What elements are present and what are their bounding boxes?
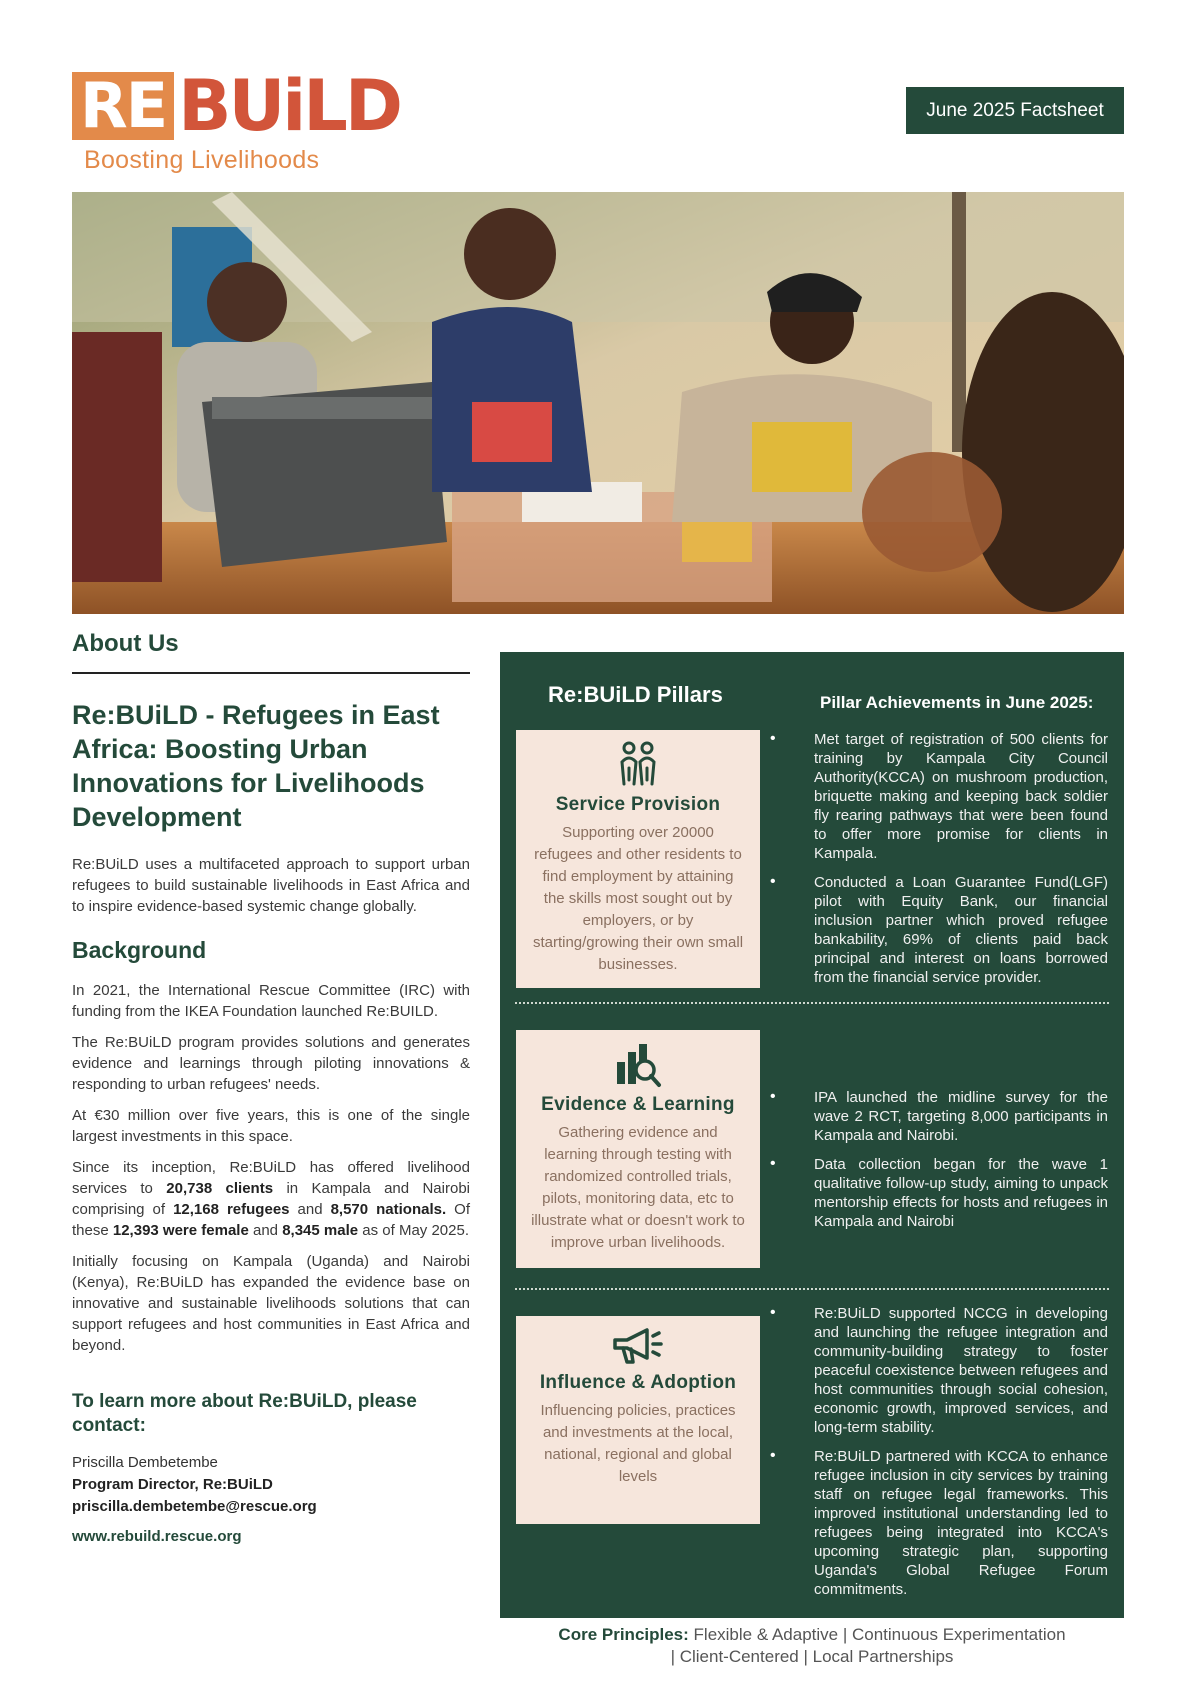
service-provision-title: Service Provision	[555, 794, 721, 815]
contact-name: Priscilla Dembetembe	[72, 1454, 218, 1471]
logo-re: RE	[72, 72, 174, 140]
service-provision-text: Supporting over 20000 refugees and other residents to find employment by attaining the skills most sought out by employers, or by starting/growing their own small businesses.	[532, 824, 744, 973]
logo-tagline: Boosting Livelihoods	[84, 146, 320, 174]
p4-text-a: Since its inception, Re:BUiLD has offered livelihood services to	[72, 1159, 470, 1197]
influence-achievement-1: • Re:BUiLD supported NCCG in developing and launching the refugee integration and community-building strategy to foster peaceful coexistence between refugees and host communities through social cohesion, economic growth, improved services, and long-term stability.	[770, 1304, 1108, 1437]
chart-magnifier-icon	[614, 1040, 662, 1088]
influence-adoption-title: Influence & Adoption	[539, 1372, 737, 1393]
clients-count: 20,738 clients	[166, 1180, 274, 1197]
hero-photo	[72, 192, 1124, 614]
core-principles-label: Core Principles:	[558, 1625, 689, 1644]
core-principles	[500, 1624, 1124, 1668]
logo-build: BUiLD	[178, 65, 400, 147]
evidence-learning-card	[516, 1030, 760, 1268]
website-link[interactable]: www.rebuild.rescue.org	[72, 1528, 242, 1545]
divider-2	[515, 1288, 1109, 1290]
program-title: Re:BUiLD - Refugees in East Africa: Boosting Urban Innovations for Livelihoods Development	[72, 700, 440, 832]
evidence-learning-title: Evidence & Learning	[541, 1094, 735, 1115]
contact-heading: To learn more about Re:BUiLD, please contact:	[72, 1391, 417, 1436]
service-achievements	[770, 730, 1108, 997]
about-intro: Re:BUiLD uses a multifaceted approach to support urban refugees to build sustainable livelihoods in East Africa and to inspire evidence-based systemic change globally.	[72, 856, 470, 915]
contact-email[interactable]: priscilla.dembetembe@rescue.org	[72, 1498, 317, 1515]
about-heading: About Us	[72, 630, 179, 657]
hero-photo-illustration	[72, 192, 1124, 614]
service-achievement-1: • Met target of registration of 500 clients for training by Kampala City Council Authority(KCCA) on mushroom production, briquette making and keeping back soldier fly rearing pathways that were been found to offer more promise for clients in Kampala.	[770, 730, 1108, 863]
nationals-count: 8,570 nationals.	[330, 1201, 447, 1218]
megaphone-icon	[611, 1326, 665, 1366]
refugees-count: 12,168 refugees	[173, 1201, 290, 1218]
about-rule	[72, 672, 470, 674]
influence-adoption-text: Influencing policies, practices and investments at the local, national, regional and global levels	[540, 1402, 736, 1485]
background-p1: In 2021, the International Rescue Committee (IRC) with funding from the IKEA Foundation launched Re:BUILD.	[72, 982, 470, 1020]
influence-adoption-card	[516, 1316, 760, 1524]
left-column	[72, 698, 470, 1545]
p4-text-b: in Kampala and Nairobi comprising of	[72, 1180, 470, 1218]
male-count: 8,345 male	[282, 1222, 359, 1239]
rebuild-logo	[72, 65, 400, 182]
core-principles-line1: Flexible & Adaptive | Continuous Experimentation	[693, 1625, 1066, 1644]
influence-achievements	[770, 1304, 1108, 1609]
evidence-achievements	[770, 1088, 1108, 1241]
evidence-learning-text: Gathering evidence and learning through testing with randomized controlled trials, pilots, monitoring data, etc to illustrate what or doesn't work to improve urban livelihoods.	[531, 1124, 745, 1251]
evidence-achievement-1: • IPA launched the midline survey for the wave 2 RCT, targeting 8,000 participants in Kampala and Nairobi.	[770, 1088, 1108, 1145]
factsheet-badge: June 2025 Factsheet	[906, 87, 1124, 134]
background-p4	[72, 1157, 470, 1241]
p4-text-d: Of these	[72, 1201, 470, 1239]
background-p3: At €30 million over five years, this is one of the single largest investments in this space.	[72, 1107, 470, 1145]
logo-wordmark	[72, 65, 400, 147]
core-principles-line2: | Client-Centered | Local Partnerships	[670, 1647, 954, 1666]
service-provision-card	[516, 730, 760, 988]
contact-role: Program Director, Re:BUiLD	[72, 1476, 273, 1493]
achievements-heading: Pillar Achievements in June 2025:	[820, 693, 1094, 712]
p4-text-e: and	[248, 1222, 283, 1239]
pillars-heading: Re:BUiLD Pillars	[548, 682, 723, 707]
background-p5: Initially focusing on Kampala (Uganda) and Nairobi (Kenya), Re:BUiLD has expanded the evidence base on innovative and sustainable livelihoods solutions that can support refugees and host communities in East Africa and beyond.	[72, 1253, 470, 1354]
background-p2: The Re:BUiLD program provides solutions and generates evidence and learnings through piloting innovations & responding to urban refugees' needs.	[72, 1034, 470, 1093]
p4-text-c: and	[289, 1201, 331, 1218]
service-achievement-2: • Conducted a Loan Guarantee Fund(LGF) pilot with Equity Bank, our financial inclusion partner which proved refugee bankability, 69% of clients paid back principal and interest on loans borrowed from the financial service provider.	[770, 873, 1108, 987]
background-heading: Background	[72, 937, 207, 963]
divider-1	[515, 1002, 1109, 1004]
female-count: 12,393 were female	[112, 1222, 249, 1239]
p4-text-f: as of May 2025.	[358, 1222, 469, 1239]
people-icon	[616, 740, 660, 788]
evidence-achievement-2: • Data collection began for the wave 1 qualitative follow-up study, aiming to unpack mentorship effects for hosts and refugees in Kampala and Nairobi	[770, 1155, 1108, 1231]
influence-achievement-2: • Re:BUiLD partnered with KCCA to enhance refugee inclusion in city services by training staff on refugee legal frameworks. This improved institutional understanding led to refugees being integrated into KCCA's upcoming strategic plan, supporting Uganda's Global Refugee Forum commitments.	[770, 1447, 1108, 1599]
